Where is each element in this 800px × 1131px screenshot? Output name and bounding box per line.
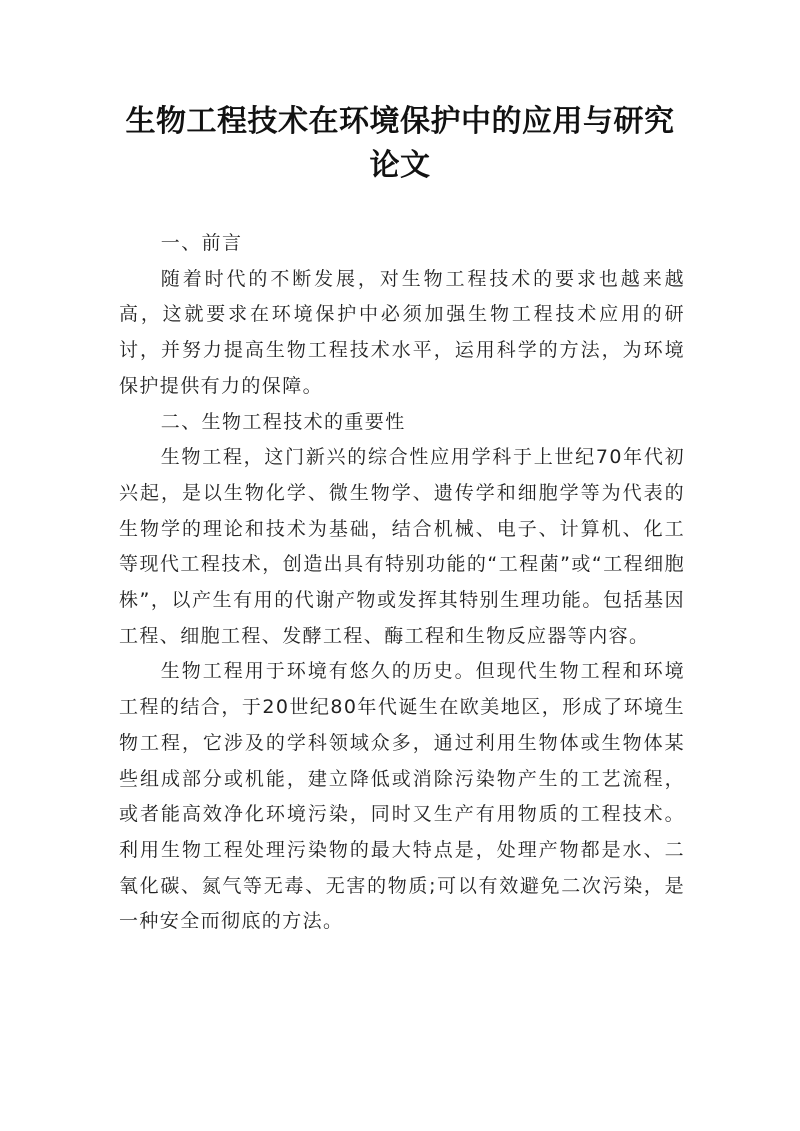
section1-heading: 一、前言 <box>160 232 243 254</box>
document-body <box>119 226 685 940</box>
section2-heading: 二、生物工程技术的重要性 <box>160 410 406 433</box>
document-title-line2: 论文 <box>369 148 431 183</box>
section1-paragraph-1: 随着时代的不断发展，对生物工程技术的要求也越来越高，这就要求在环境保护中必须加强生物工程技术应用的研讨，并努力提高生物工程技术水平，运用科学的方法，为环境保护提供有力的保障。 <box>119 267 685 397</box>
document-title <box>100 100 700 188</box>
section2-paragraph-2: 生物工程用于环境有悠久的历史。但现代生物工程和环境工程的结合，于20世纪80年代诞生在欧美地区，形成了环境生物工程，它涉及的学科领域众多，通过利用生物体或生物体某些组成部分或机能，建立降低或消除污染物产生的工艺流程，或者能高效净化环境污染，同时又生产有用物质的工程技术。利用生物工程处理污染物的最大特点是，处理产物都是水、二氧化碳、氮气等无毒、无害的物质;可以有效避免二次污染，是一种安全而彻底的方法。 <box>119 660 685 933</box>
document-title-line1: 生物工程技术在环境保护中的应用与研究 <box>125 104 675 139</box>
section2-paragraph-1: 生物工程，这门新兴的综合性应用学科于上世纪70年代初兴起，是以生物化学、微生物学、遗传学和细胞学等为代表的生物学的理论和技术为基础，结合机械、电子、计算机、化工等现代工程技术，创造出具有特别功能的“工程菌”或“工程细胞株”，以产生有用的代谢产物或发挥其特别生理功能。包括基因工程、细胞工程、发酵工程、酶工程和生物反应器等内容。 <box>119 446 685 647</box>
